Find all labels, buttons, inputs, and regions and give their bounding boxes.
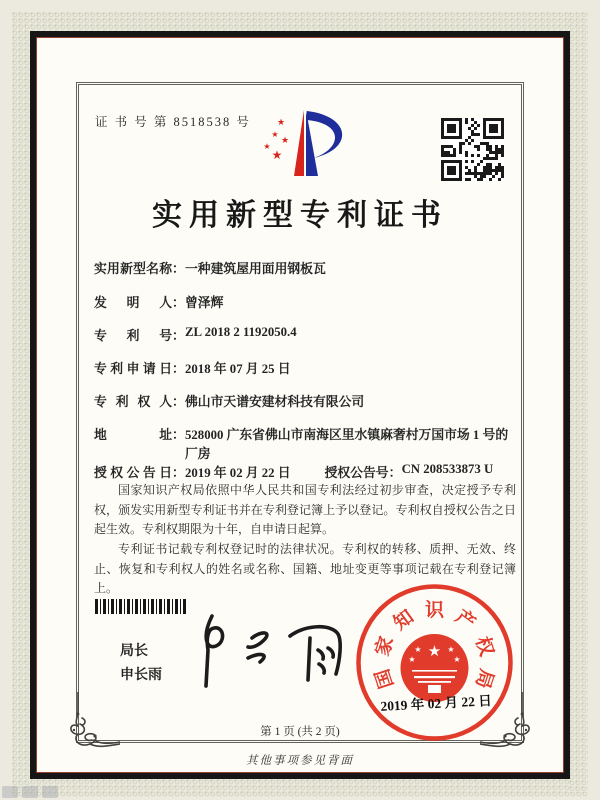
seal-char: 家 <box>372 634 398 659</box>
back-side-note: 其他事项参见背面 <box>246 755 354 767</box>
photo-watermark <box>2 786 18 798</box>
field-label: 专利申请日 <box>94 362 172 376</box>
svg-text:★: ★ <box>408 655 416 664</box>
qr-code <box>441 118 504 181</box>
svg-text:★: ★ <box>427 644 442 660</box>
svg-text:★: ★ <box>280 135 290 145</box>
svg-text:★: ★ <box>414 645 422 654</box>
guilloche-border-right <box>569 12 588 792</box>
director-name: 申长雨 <box>120 666 162 682</box>
field-filing-date: 专利申请日：2018 年 07 月 25 日 <box>94 358 514 377</box>
legal-paragraph-2: 专利证书记载专利权登记时的法律状况。专利权的转移、质押、无效、终止、恢复和专利权人的姓名或名称、国籍、地址变更等事项记载在专利登记簿上。 <box>94 542 516 596</box>
svg-text:★: ★ <box>447 645 455 654</box>
seal-char: 国 <box>372 666 398 691</box>
director-title: 局长 <box>120 642 148 658</box>
svg-text:★: ★ <box>271 148 283 162</box>
field-label: 专利号 <box>94 329 172 343</box>
field-value: 一种建筑屋用面用钢板瓦 <box>185 262 326 276</box>
corner-flourish-left-icon <box>62 692 120 750</box>
field-label: 地址 <box>94 428 172 442</box>
director-signature <box>182 602 357 697</box>
field-value: 佛山市天谱安建材科技有限公司 <box>185 395 365 409</box>
field-label: 授权公告日 <box>94 466 172 480</box>
field-patent-number: 专利号：ZL 2018 2 1192050.4 <box>94 325 297 343</box>
svg-text:★: ★ <box>276 117 286 127</box>
field-label: 发明人 <box>94 296 172 310</box>
svg-text:★: ★ <box>271 130 279 139</box>
field-inventor: 发明人：曾泽辉 <box>94 292 514 311</box>
guilloche-border-left <box>12 12 31 792</box>
field-value: CN 208533873 U <box>401 462 494 476</box>
legal-paragraph-1: 国家知识产权局依照中华人民共和国专利法经过初步审查，决定授予专利权，颁发实用新型专利证书并在专利登记簿上予以登记。专利权自授权公告之日起生效。专利权期限为十年，自申请日起算。 <box>94 483 516 537</box>
svg-text:★: ★ <box>453 655 461 664</box>
seal-char: 局 <box>471 666 497 691</box>
field-label: 实用新型名称 <box>94 262 172 276</box>
field-value: ZL 2018 2 1192050.4 <box>185 325 297 339</box>
seal-char: 知 <box>390 606 418 635</box>
guilloche-border-top <box>12 12 588 32</box>
seal-char: 识 <box>424 600 445 621</box>
field-value: 2018 年 07 月 25 日 <box>185 362 291 376</box>
field-value: 曾泽辉 <box>185 296 224 310</box>
cnipa-logo-icon <box>252 104 367 184</box>
field-utility-model-name: 实用新型名称：一种建筑屋用面用钢板瓦 <box>94 258 514 277</box>
seal-date: 2019 年 02 月 22 日 <box>380 693 493 714</box>
field-label: 专利权人 <box>94 395 172 409</box>
seal-char: 权 <box>471 634 497 659</box>
guilloche-border-bottom <box>12 779 588 797</box>
field-grant-date-and-number: 授权公告日：2019 年 02 月 22 日 授权公告号：CN 208533873 U <box>94 462 494 480</box>
certificate-title: 实用新型专利证书 <box>152 199 448 232</box>
svg-text:★: ★ <box>263 142 271 151</box>
field-address: 地址：528000 广东省佛山市南海区里水镇麻奢村万国市场 1 号的 厂房 <box>94 424 514 462</box>
page-number: 第 1 页 (共 2 页) <box>260 726 340 738</box>
photo-watermark <box>42 786 58 798</box>
photo-watermark <box>22 786 38 798</box>
field-label: 授权公告号 <box>324 466 389 480</box>
certificate-number: 证 书 号 第 8518538 号 <box>95 115 251 129</box>
field-value: 2019 年 02 月 22 日 <box>185 466 291 480</box>
seal-char: 产 <box>451 606 479 635</box>
field-patentee: 专利权人：佛山市天谱安建材科技有限公司 <box>94 391 514 410</box>
field-value: 528000 广东省佛山市南海区里水镇麻奢村万国市场 1 号的 厂房 <box>185 428 509 461</box>
